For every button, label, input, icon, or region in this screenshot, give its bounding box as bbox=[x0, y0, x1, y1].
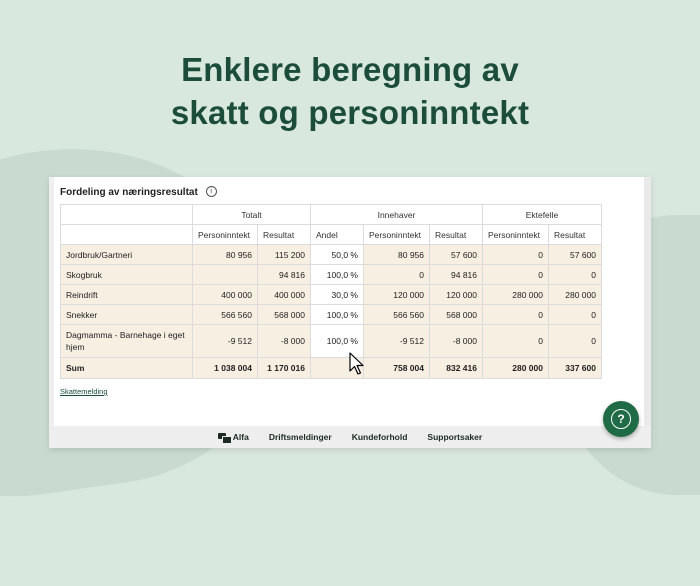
table-cell: -8 000 bbox=[430, 325, 483, 358]
panel-right-edge bbox=[644, 177, 651, 426]
group-header-row bbox=[61, 205, 602, 225]
share-input[interactable]: 100,0 % bbox=[311, 265, 364, 285]
row-label: Jordbruk/Gartneri bbox=[61, 245, 193, 265]
table-cell: 94 816 bbox=[430, 265, 483, 285]
row-label: Reindrift bbox=[61, 285, 193, 305]
result-table bbox=[60, 204, 602, 379]
empty-header-cell bbox=[61, 225, 193, 245]
group-header-innehaver: Innehaver bbox=[311, 205, 483, 225]
table-row bbox=[61, 305, 602, 325]
footer-bar bbox=[49, 426, 651, 448]
section-title bbox=[60, 187, 217, 198]
footer-item-label: Driftsmeldinger bbox=[268, 432, 332, 442]
mouse-cursor-icon bbox=[349, 352, 365, 376]
share-input[interactable]: 100,0 % bbox=[311, 305, 364, 325]
column-header: Resultat bbox=[549, 225, 602, 245]
table-row bbox=[61, 285, 602, 305]
table-cell: 0 bbox=[483, 305, 549, 325]
headline-line-2: skatt og personinntekt bbox=[170, 94, 530, 131]
sum-cell: 758 004 bbox=[364, 358, 430, 379]
table-cell: -9 512 bbox=[193, 325, 258, 358]
table-cell bbox=[193, 265, 258, 285]
table-cell: 0 bbox=[549, 265, 602, 285]
table-cell: 80 956 bbox=[193, 245, 258, 265]
table-cell: 566 560 bbox=[193, 305, 258, 325]
table-cell: 57 600 bbox=[549, 245, 602, 265]
panel-left-edge bbox=[49, 177, 54, 426]
footer-item-label: Kundeforhold bbox=[351, 432, 408, 442]
table-cell: 0 bbox=[483, 265, 549, 285]
column-header: Personinntekt bbox=[193, 225, 258, 245]
table-cell: -9 512 bbox=[364, 325, 430, 358]
help-button[interactable] bbox=[603, 401, 639, 437]
chat-icon bbox=[218, 433, 230, 442]
table-cell: 80 956 bbox=[364, 245, 430, 265]
table-cell: 0 bbox=[483, 245, 549, 265]
table-cell: 57 600 bbox=[430, 245, 483, 265]
table-cell: 0 bbox=[364, 265, 430, 285]
footer-item-alfa[interactable] bbox=[218, 432, 249, 442]
table-cell: 115 200 bbox=[258, 245, 311, 265]
skattemelding-link[interactable]: Skattemelding bbox=[60, 387, 108, 396]
share-input[interactable]: 100,0 % bbox=[311, 325, 364, 358]
share-input[interactable]: 30,0 % bbox=[311, 285, 364, 305]
table-cell: 400 000 bbox=[193, 285, 258, 305]
column-header: Resultat bbox=[258, 225, 311, 245]
column-header-row bbox=[61, 225, 602, 245]
table-cell: 568 000 bbox=[430, 305, 483, 325]
table-cell: 94 816 bbox=[258, 265, 311, 285]
column-header: Resultat bbox=[430, 225, 483, 245]
table-cell: 120 000 bbox=[364, 285, 430, 305]
row-label: Dagmamma - Barnehage i eget hjem bbox=[61, 325, 193, 358]
table-cell: 566 560 bbox=[364, 305, 430, 325]
footer-item-label: Alfa bbox=[232, 432, 249, 442]
group-header-ektefelle: Ektefelle bbox=[483, 205, 602, 225]
footer-item-driftsmeldinger[interactable] bbox=[269, 432, 332, 442]
empty-header-cell bbox=[61, 205, 193, 225]
share-input[interactable]: 50,0 % bbox=[311, 245, 364, 265]
group-header-totalt: Totalt bbox=[193, 205, 311, 225]
table-row bbox=[61, 265, 602, 285]
sum-cell: 832 416 bbox=[430, 358, 483, 379]
sum-label: Sum bbox=[61, 358, 193, 379]
table-cell: 0 bbox=[549, 305, 602, 325]
footer-item-supportsaker[interactable] bbox=[427, 432, 482, 442]
table-cell: 0 bbox=[483, 325, 549, 358]
footer-item-label: Supportsaker bbox=[427, 432, 483, 442]
row-label: Skogbruk bbox=[61, 265, 193, 285]
row-label: Snekker bbox=[61, 305, 193, 325]
sum-cell: 280 000 bbox=[483, 358, 549, 379]
sum-cell: 1 170 016 bbox=[258, 358, 311, 379]
info-icon[interactable]: i bbox=[206, 186, 217, 197]
table-row bbox=[61, 245, 602, 265]
result-distribution-panel bbox=[49, 177, 651, 448]
question-icon: ? bbox=[611, 409, 631, 429]
table-cell: 400 000 bbox=[258, 285, 311, 305]
headline bbox=[0, 48, 700, 134]
table-cell: 0 bbox=[549, 325, 602, 358]
footer-item-kundeforhold[interactable] bbox=[352, 432, 408, 442]
column-header: Andel bbox=[311, 225, 364, 245]
table-cell: -8 000 bbox=[258, 325, 311, 358]
table-row bbox=[61, 325, 602, 358]
column-header: Personinntekt bbox=[364, 225, 430, 245]
headline-line-1: Enklere beregning av bbox=[181, 51, 519, 88]
column-header: Personinntekt bbox=[483, 225, 549, 245]
sum-cell: 1 038 004 bbox=[193, 358, 258, 379]
table-cell: 280 000 bbox=[483, 285, 549, 305]
table-cell: 568 000 bbox=[258, 305, 311, 325]
sum-cell: 337 600 bbox=[549, 358, 602, 379]
sum-row bbox=[61, 358, 602, 379]
section-title-text: Fordeling av næringsresultat bbox=[60, 187, 198, 199]
table-cell: 120 000 bbox=[430, 285, 483, 305]
table-cell: 280 000 bbox=[549, 285, 602, 305]
